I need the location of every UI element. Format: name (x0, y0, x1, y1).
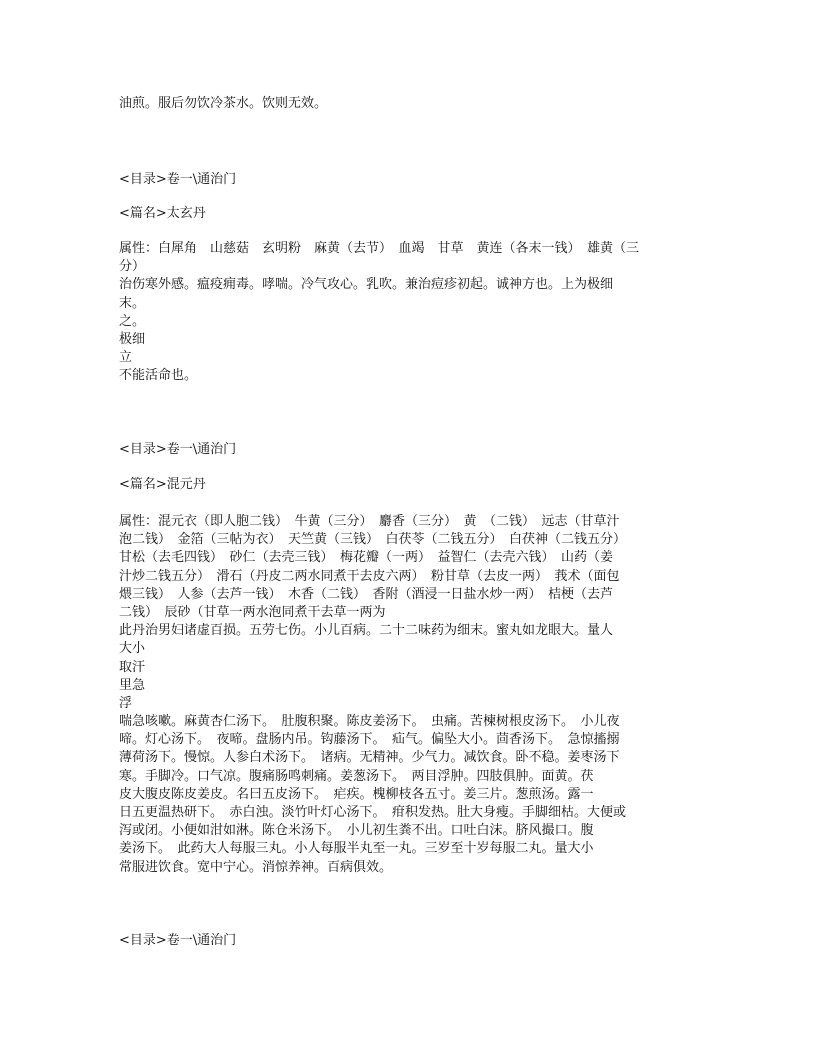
title-heading-1 (119, 205, 649, 223)
text-line: 日五更温热研下。 赤白浊。淡竹叶灯心汤下。 疳积发热。肚大身瘦。手脚细枯。大便或 (119, 805, 627, 820)
text-line: 皮大腹皮陈皮姜皮。名曰五皮汤下。 疟疾。槐柳枝各五寸。姜三片。葱煎汤。露一 (119, 786, 594, 802)
text-line: <目录>卷一\通治门 (119, 442, 237, 457)
text-line: 油煎。服后勿饮冷茶水。饮则无效。 (119, 96, 328, 111)
text-line: <目录>卷一\通治门 (119, 172, 237, 187)
text-line: 之。 (119, 313, 146, 329)
text-line: 极细 (119, 331, 146, 347)
text-line: 分） (119, 259, 146, 275)
text-line: 立 (119, 350, 133, 366)
text-line: 薄荷汤下。慢惊。人参白术汤下。 诸病。无精神。少气力。减饮食。卧不稳。姜枣汤下 (119, 750, 620, 766)
text-line: 此丹治男妇诸虚百损。五劳七伤。小儿百病。二十二味药为细末。蜜丸如龙眼大。量人 (119, 623, 614, 639)
text-line: 里急 (119, 677, 146, 693)
text-line: 汁炒二钱五分） 滑石（丹皮二两水同煮干去皮六两） 粉甘草（去皮一两） 莪术（面包 (119, 568, 620, 584)
continued-text (119, 95, 649, 113)
text-line: 取汗 (119, 659, 146, 675)
text-line: <篇名>混元丹 (119, 477, 206, 492)
text-line: 大小 (119, 641, 146, 657)
text-line: 寒。手脚冷。口气凉。腹痛肠鸣刺痛。姜葱汤下。 两目浮肿。四肢俱肿。面黄。茯 (119, 768, 594, 784)
text-line: 常服进饮食。宽中宁心。消惊养神。百病俱效。 (119, 859, 393, 875)
catalog-heading-3 (119, 932, 649, 950)
text-line: <目录>卷一\通治门 (119, 933, 237, 948)
text-line: 治伤寒外感。瘟疫痈毒。哮喘。冷气攻心。乳吹。兼治痘疹初起。诚神方也。上为极细 (119, 277, 614, 293)
text-line: 啼。灯心汤下。 夜啼。盘肠内吊。钩藤汤下。 疝气。偏坠大小。茴香汤下。 急惊搐搦 (119, 732, 620, 748)
text-line: 泡二钱） 金箔（三帖为衣） 天竺黄（三钱） 白茯苓（二钱五分） 白茯神（二钱五分） (119, 532, 627, 548)
text-line: 浮 (119, 695, 133, 711)
text-line: 姜汤下。 此药大人每服三丸。小人每服半丸至一丸。三岁至十岁每服二丸。量大小 (119, 841, 594, 857)
text-line: 喘急咳嗽。麻黄杏仁汤下。 肚腹积聚。陈皮姜汤下。 虫痛。苦楝树根皮汤下。 小儿夜 (119, 714, 620, 730)
text-line: 泻或闭。小便如泔如淋。陈仓米汤下。 小儿初生粪不出。口吐白沫。脐风撮口。腹 (119, 823, 594, 839)
recipe-body-1 (119, 240, 649, 386)
title-heading-2 (119, 476, 649, 494)
text-line: 煨三钱） 人参（去芦一钱） 木香（二钱） 香附（酒浸一日盐水炒一两） 桔梗（去芦 (119, 586, 614, 602)
text-line: <篇名>太玄丹 (119, 206, 206, 221)
text-line: 不能活命也。 (119, 368, 198, 384)
catalog-heading-2 (119, 441, 649, 459)
text-line: 二钱） 辰砂（甘草一两水泡同煮干去草一两为 (119, 604, 386, 620)
catalog-heading-1 (119, 171, 649, 189)
text-line: 属性：白犀角 山慈菇 玄明粉 麻黄（去节） 血竭 甘草 黄连（各末一钱） 雄黄（三 (119, 241, 640, 256)
text-line: 属性：混元衣（即人胞二钱） 牛黄（三分） 麝香（三分） 黄 （二钱） 远志（甘草汁 (119, 514, 620, 529)
recipe-body-2 (119, 513, 649, 877)
text-line: 末。 (119, 295, 146, 311)
text-line: 甘松（去毛四钱） 砂仁（去壳三钱） 梅花瓣（一两） 益智仁（去壳六钱） 山药（姜 (119, 550, 614, 566)
